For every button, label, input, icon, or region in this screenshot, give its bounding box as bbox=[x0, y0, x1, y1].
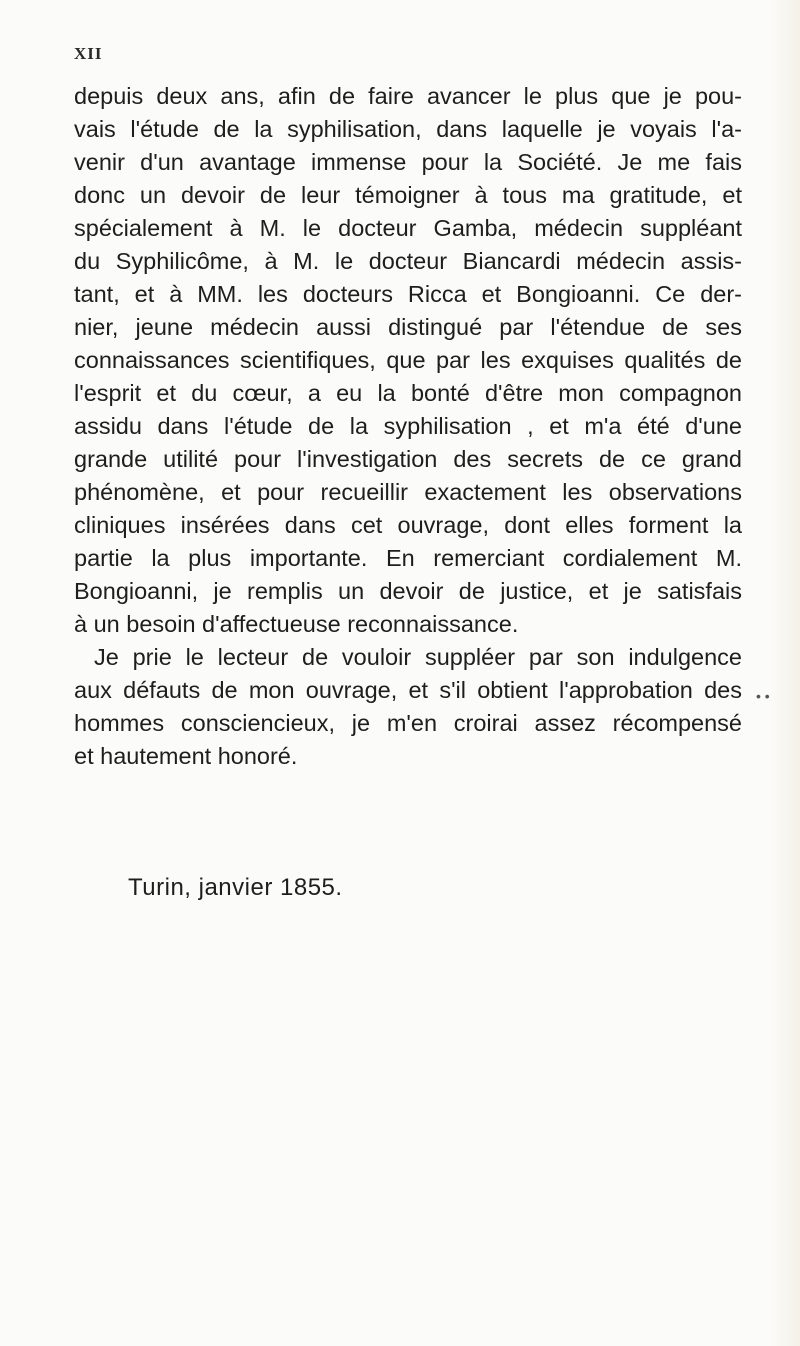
text-line: aux défauts de mon ouvrage, et s'il obtient l'approbation des bbox=[74, 677, 742, 703]
text-line: du Syphilicôme, à M. le docteur Biancardi médecin assis- bbox=[74, 248, 742, 274]
text-line: et hautement honoré. bbox=[74, 743, 298, 769]
signature-date: Turin, janvier 1855. bbox=[128, 874, 343, 901]
paragraph bbox=[74, 80, 742, 641]
text-line: hommes consciencieux, je m'en croirai assez récompensé bbox=[74, 710, 742, 736]
text-line: venir d'un avantage immense pour la Société. Je me fais bbox=[74, 149, 742, 175]
text-line: assidu dans l'étude de la syphilisation , et m'a été d'une bbox=[74, 413, 742, 439]
text-line: à un besoin d'affectueuse reconnaissance. bbox=[74, 611, 519, 637]
text-line: depuis deux ans, afin de faire avancer le plus que je pou- bbox=[74, 83, 742, 109]
text-line: cliniques insérées dans cet ouvrage, dont elles forment la bbox=[74, 512, 742, 538]
text-line: vais l'étude de la syphilisation, dans laquelle je voyais l'a- bbox=[74, 116, 742, 142]
page-number: XII bbox=[74, 44, 103, 63]
text-line: Bongioanni, je remplis un devoir de justice, et je satisfais bbox=[74, 578, 742, 604]
text-line: phénomène, et pour recueillir exactement les observations bbox=[74, 479, 742, 505]
text-line: donc un devoir de leur témoigner à tous ma gratitude, et bbox=[74, 182, 742, 208]
page-edge-shading bbox=[770, 0, 800, 1346]
text-line: spécialement à M. le docteur Gamba, médecin suppléant bbox=[74, 215, 742, 241]
text-line: Je prie le lecteur de vouloir suppléer par son indulgence bbox=[94, 644, 742, 670]
text-line: partie la plus importante. En remerciant cordialement M. bbox=[74, 545, 742, 571]
margin-dots: • • bbox=[756, 688, 770, 704]
text-line: nier, jeune médecin aussi distingué par l'étendue de ses bbox=[74, 314, 742, 340]
paragraph bbox=[74, 641, 742, 773]
body-text bbox=[74, 80, 742, 773]
text-line: l'esprit et du cœur, a eu la bonté d'être mon compagnon bbox=[74, 380, 742, 406]
text-line: tant, et à MM. les docteurs Ricca et Bongioanni. Ce der- bbox=[74, 281, 742, 307]
text-line: connaissances scientifiques, que par les exquises qualités de bbox=[74, 347, 742, 373]
text-line: grande utilité pour l'investigation des secrets de ce grand bbox=[74, 446, 742, 472]
